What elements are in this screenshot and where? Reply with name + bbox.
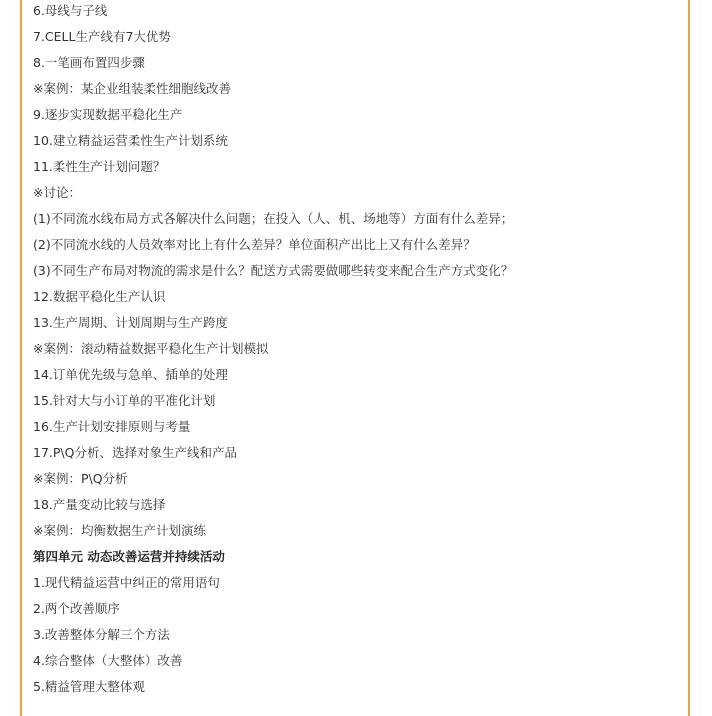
outline-item: 16.生产计划安排原则与考量	[33, 419, 191, 434]
outline-item: 7.CELL生产线有7大优势	[33, 29, 171, 44]
outline-item: 9.逐步实现数据平稳化生产	[33, 107, 183, 122]
outline-item: 1.现代精益运营中纠正的常用语句	[33, 575, 220, 590]
outline-item: 5.精益管理大整体观	[33, 679, 145, 694]
outline-item: 10.建立精益运营柔性生产计划系统	[33, 133, 228, 148]
outline-item: 2.两个改善顺序	[33, 601, 120, 616]
outline-item: ※案例：滚动精益数据平稳化生产计划模拟	[33, 341, 269, 356]
outline-item: 13.生产周期、计划周期与生产跨度	[33, 315, 228, 330]
outline-item: (3)不同生产布局对物流的需求是什么？配送方式需要做哪些转变来配合生产方式变化？	[33, 263, 514, 278]
outline-item: 15.针对大与小订单的平准化计划	[33, 393, 216, 408]
outline-item: 14.订单优先级与急单、插单的处理	[33, 367, 228, 382]
outline-item: ※案例：某企业组装柔性细胞线改善	[33, 81, 231, 96]
outline-item: 18.产量变动比较与选择	[33, 497, 166, 512]
outline-item: ※讨论：	[33, 185, 81, 200]
outline-item: 6.母线与子线	[33, 3, 108, 18]
outline-item: 3.改善整体分解三个方法	[33, 627, 170, 642]
section-heading: 第四单元 动态改善运营并持续活动	[33, 549, 225, 564]
outline-item: (1)不同流水线布局方式各解决什么问题；在投入（人、机、场地等）方面有什么差异；	[33, 211, 514, 226]
outline-item: 12.数据平稳化生产认识	[33, 289, 166, 304]
outline-item: 4.综合整体（大整体）改善	[33, 653, 183, 668]
outline-item: 11.柔性生产计划问题？	[33, 159, 166, 174]
outline-item: ※案例：P\Q分析	[33, 471, 128, 486]
outline-item: 17.P\Q分析、选择对象生产线和产品	[33, 445, 237, 460]
outline-item: 8.一笔画布置四步骤	[33, 55, 145, 70]
outline-item: ※案例：均衡数据生产计划演练	[33, 523, 206, 538]
outline-item: (2)不同流水线的人员效率对比上有什么差异？单位面积产出比上又有什么差异？	[33, 237, 476, 252]
course-outline	[33, 0, 673, 700]
